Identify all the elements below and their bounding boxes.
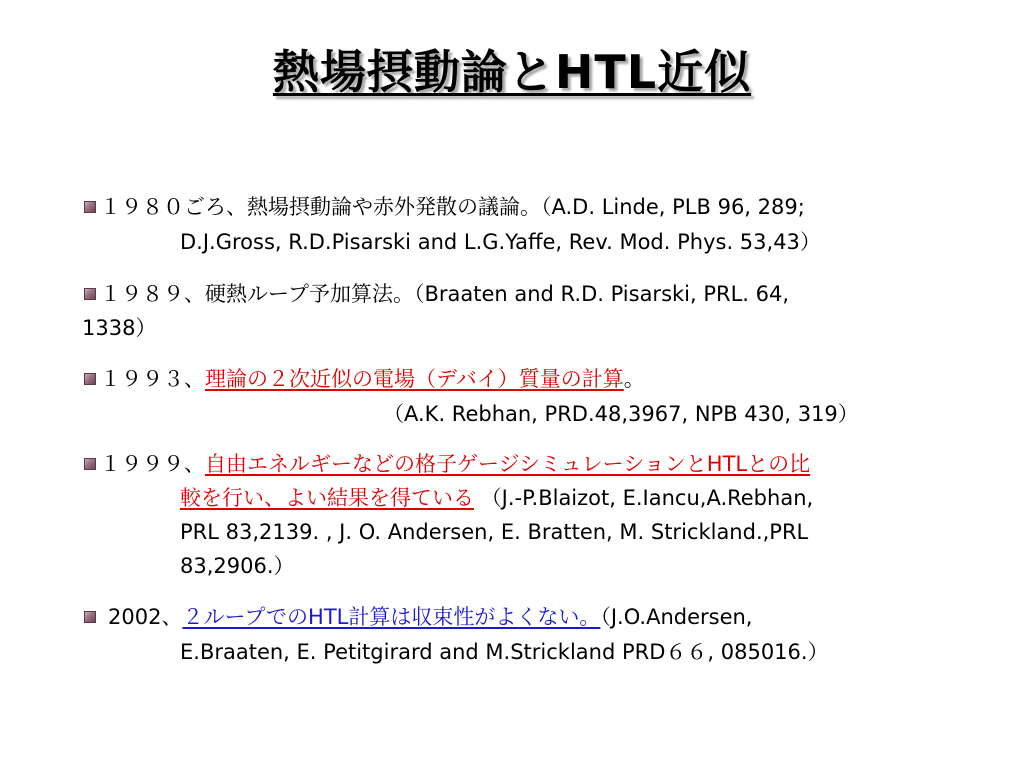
item-1-line-1: １９８０ごろ、熱場摂動論や赤外発散の議論。（A.D. Linde, PLB 96, 289; [100,195,805,219]
item-2-line-2: 1338） [82,316,157,340]
item-1-line-2: D.J.Gross, R.D.Pisarski and L.G.Yaffe, Rev. Mod. Phys. 53,43） [180,230,821,254]
item-4-line-2 [180,481,813,515]
item-3-line-1 [100,362,645,396]
square-bullet-icon [84,373,96,385]
item-4-line-4: 83,2906.） [180,554,295,578]
item-3-suffix: 。 [623,367,645,391]
item-2-line-1: １９８９、硬熱ループ予加算法。（Braaten and R.D. Pisarski, PRL. 64, [100,282,790,306]
item-4-line-1 [100,447,810,481]
item-5-prefix: 2002、 [108,605,183,629]
square-bullet-icon [84,201,96,213]
item-4-prefix: １９９９、 [100,452,205,476]
item-5-line-1 [108,600,753,634]
square-bullet-icon [84,288,96,300]
square-bullet-icon [84,611,96,623]
item-5-suffix: （J.O.Andersen, [600,605,753,629]
item-5-line-2: E.Braaten, E. Petitgirard and M.Strickland PRD６６, 085016.） [180,640,829,664]
item-4-highlight-2: 較を行い、よい結果を得ている [180,486,474,510]
item-4-highlight-1: 自由エネルギーなどの格子ゲージシミュレーションとHTLとの比 [205,452,811,476]
item-5-highlight: ２ループでのHTL計算は収束性がよくない。 [182,605,601,629]
item-3-prefix: １９９３、 [100,367,205,391]
item-3-highlight: 理論の２次近似の電場（デバイ）質量の計算 [205,367,624,391]
square-bullet-icon [84,458,96,470]
item-4-citation: （J.-P.Blaizot, E.Iancu,A.Rebhan, [480,486,814,510]
slide-title: 熱場摂動論とHTL近似 [272,45,752,99]
item-3-line-2: （A.K. Rebhan, PRD.48,3967, NPB 430, 319） [383,402,859,426]
item-4-line-3: PRL 83,2139. , J. O. Andersen, E. Bratten, M. Strickland.,PRL [180,520,809,544]
